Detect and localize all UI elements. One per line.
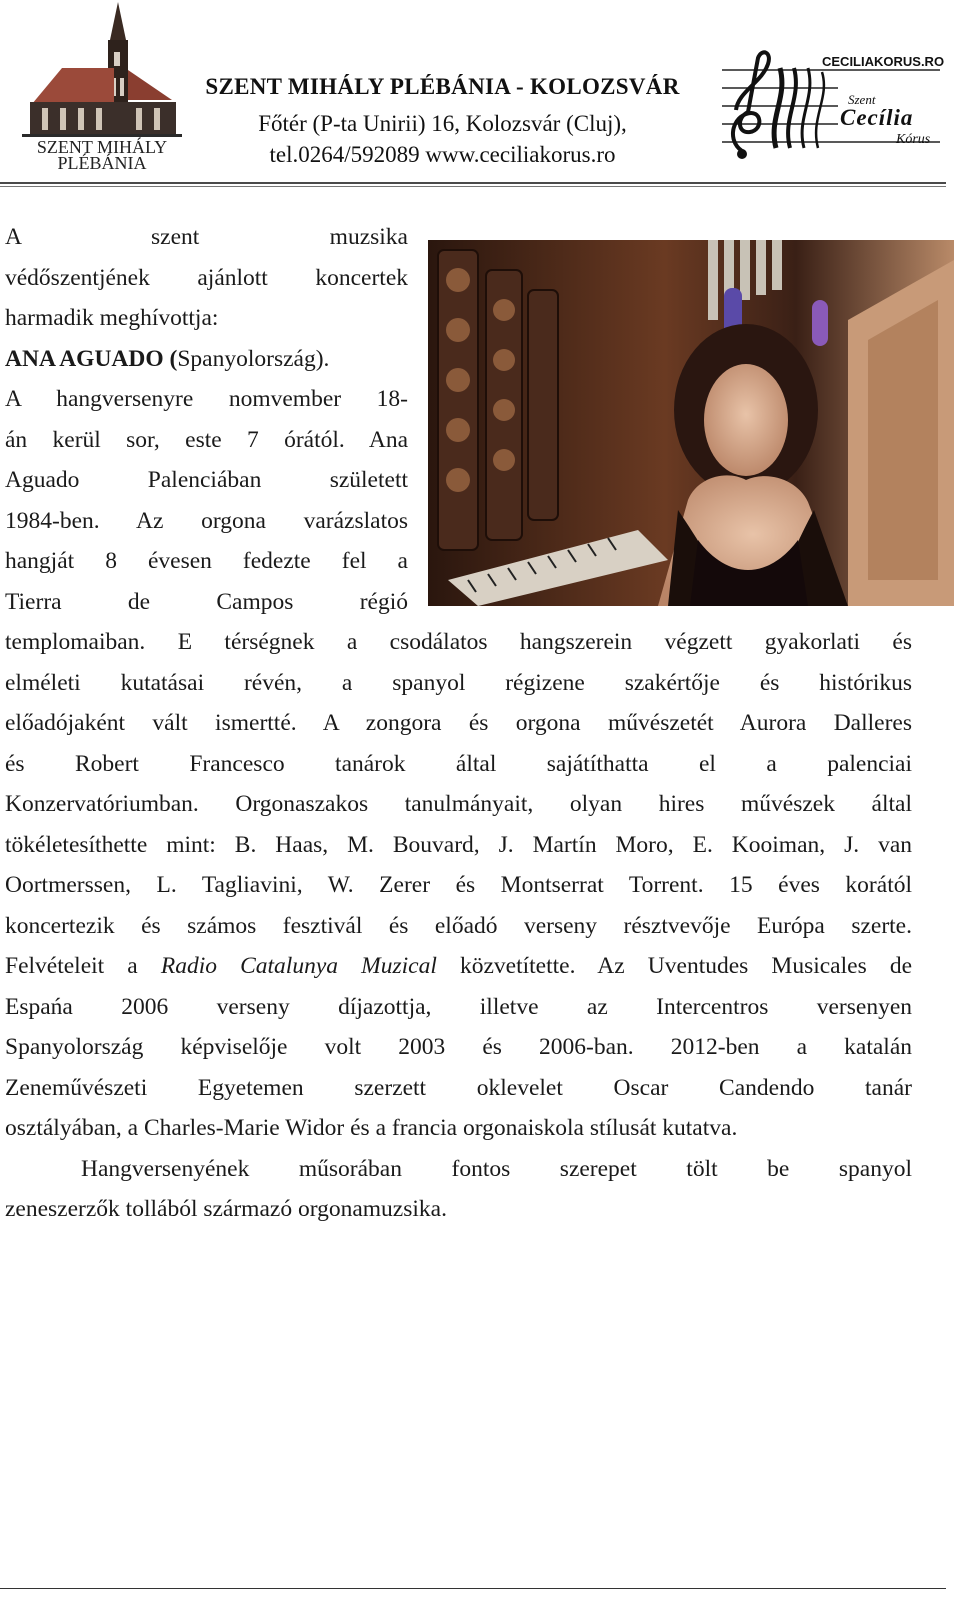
page-header <box>0 0 960 192</box>
radio-name: Radio Catalunya Muzical <box>160 953 437 979</box>
intro-line-1: A szent muzsika <box>5 224 408 250</box>
intro-line-3: harmadik meghívottja: <box>5 305 219 331</box>
intro-paragraph <box>5 217 408 622</box>
body-line-13: osztályában, a Charles-Marie Widor és a francia orgonaiskola stílusát kutatva. <box>5 1115 738 1141</box>
intro-line-artist <box>5 339 408 380</box>
choir-logo-korus: Kórus <box>896 132 931 147</box>
organization-contact: tel.0264/592089 www.ceciliakorus.ro <box>269 142 616 167</box>
program-text-1: Hangversenyének műsorában fontos szerepet tölt be spanyol <box>81 1155 912 1182</box>
main-paragraph <box>5 622 912 1230</box>
intro-line-6: Aguado Palenciában született <box>5 467 408 493</box>
body-line-8: koncertezik és számos fesztivál és előadó verseny résztvevője Európa szerte. <box>5 912 912 939</box>
organization-address: Főtér (P-ta Unirii) 16, Kolozsvár (Cluj), <box>258 111 627 136</box>
body-line-6: tökéletesíthette mint: B. Haas, M. Bouvard, J. Martín Moro, E. Kooiman, J. van <box>5 831 912 858</box>
intro-line-9: Tierra de Campos régió <box>5 588 408 615</box>
program-line-2: zeneszerzők tollából származó orgonamuzsika. <box>5 1196 447 1222</box>
body-line-4: és Robert Francesco tanárok által sajátíthatta el a palenciai <box>5 750 912 777</box>
artist-name: ANA AGUADO ( <box>5 345 178 372</box>
choir-logo-szent: Szent <box>848 92 876 107</box>
parish-logo <box>22 0 182 172</box>
intro-line-7: 1984-ben. Az orgona varázslatos <box>5 507 408 534</box>
body-line-radio <box>5 946 912 987</box>
header-divider <box>0 182 946 184</box>
choir-logo-site: CECILIAKORUS.RO <box>822 54 945 69</box>
artist-country: Spanyolország). <box>177 345 330 372</box>
radio-prefix: Felvételeit a <box>5 953 138 979</box>
organization-info <box>190 74 695 170</box>
intro-line-8: hangját 8 évesen fedezte fel a <box>5 548 408 574</box>
organization-name: SZENT MIHÁLY PLÉBÁNIA - KOLOZSVÁR <box>205 74 680 99</box>
body-line-2: elméleti kutatásai révén, a spanyol régizene szakértője és histórikus <box>5 669 912 696</box>
choir-logo <box>718 48 944 160</box>
logo-text-line-2: PLÉBÁNIA <box>57 153 147 173</box>
intro-line-4: A hangversenyre nomvember 18- <box>5 386 408 412</box>
intro-line-5: án kerül sor, este 7 órától. Ana <box>5 426 408 453</box>
body-line-10: Espańa 2006 verseny díjazottja, illetve az Intercentros versenyen <box>5 993 912 1020</box>
logo-text-line-1: SZENT MIHÁLY <box>36 137 168 157</box>
radio-suffix: közvetítette. Az Uventudes Musicales de <box>459 953 913 979</box>
body-line-1: templomaiban. E térségnek a csodálatos hangszerein végzett gyakorlati és <box>5 629 912 655</box>
body-line-11: Spanyolország képviselője volt 2003 és 2006-ban. 2012-ben a katalán <box>5 1034 912 1060</box>
program-line-1 <box>5 1149 912 1190</box>
organist-photo <box>428 240 954 606</box>
intro-line-2: védőszentjének ajánlott koncertek <box>5 264 408 291</box>
body-line-5: Konzervatóriumban. Orgonaszakos tanulmányait, olyan hires művészek által <box>5 791 912 817</box>
header-divider-thin <box>0 186 946 187</box>
footer-divider <box>0 1588 946 1589</box>
body-line-12: Zeneművészeti Egyetemen szerzett oklevelet Oscar Candendo tanár <box>5 1074 912 1101</box>
body-line-3: előadójaként vált ismertté. A zongora és orgona művészetét Aurora Dalleres <box>5 710 912 736</box>
choir-logo-cecilia: Cecília <box>840 105 914 130</box>
body-line-7: Oortmerssen, L. Tagliavini, W. Zerer és Montserrat Torrent. 15 éves korától <box>5 872 912 898</box>
